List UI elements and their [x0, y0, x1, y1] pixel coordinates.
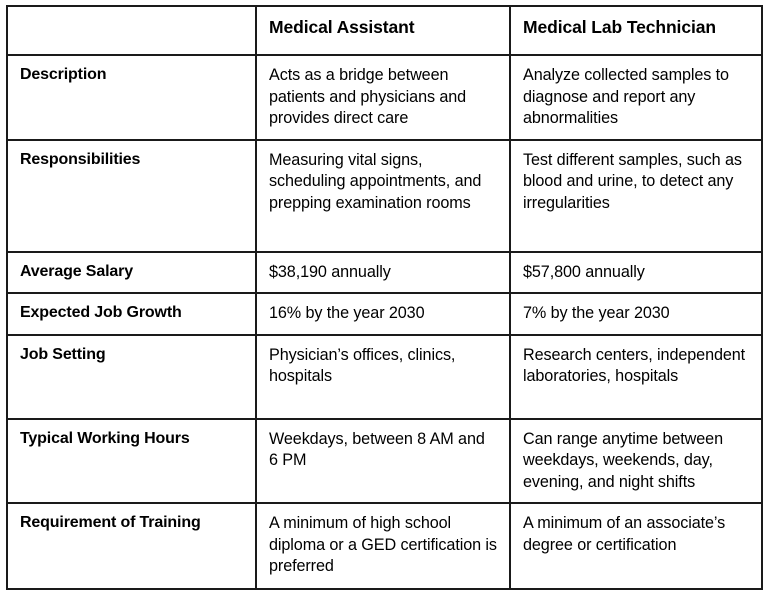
row-label-text: Requirement of Training [20, 514, 201, 532]
column-header-medical-lab-technician-label: Medical Lab Technician [523, 17, 716, 37]
table-row [7, 55, 762, 140]
row-label-typical-working-hours [7, 419, 256, 504]
cell-requirement-of-training-medical-lab-technician [510, 503, 762, 589]
table-row [7, 252, 762, 294]
cell-text: $38,190 annually [269, 262, 391, 281]
cell-description-medical-assistant [256, 55, 510, 140]
row-label-job-setting [7, 335, 256, 419]
cell-text: Research centers, independent laboratories, hospitals [523, 345, 746, 386]
cell-text: Can range anytime between weekdays, weekends, day, evening, and night shifts [523, 429, 723, 491]
cell-expected-job-growth-medical-lab-technician [510, 293, 762, 335]
row-label-responsibilities [7, 140, 256, 252]
cell-text: Test different samples, such as blood and urine, to detect any irregularities [523, 150, 742, 212]
comparison-table-container [6, 5, 761, 576]
cell-text: 16% by the year 2030 [269, 304, 425, 323]
table-row [7, 503, 762, 589]
column-header-medical-lab-technician [510, 6, 762, 55]
cell-text: A minimum of high school diploma or a GED certification is preferred [269, 514, 497, 576]
row-label-expected-job-growth [7, 293, 256, 335]
cell-job-setting-medical-lab-technician [510, 335, 762, 419]
row-label-text: Expected Job Growth [20, 304, 182, 322]
cell-text: Analyze collected samples to diagnose and report any abnormalities [523, 66, 729, 128]
row-label-text: Responsibilities [20, 150, 141, 168]
cell-expected-job-growth-medical-assistant [256, 293, 510, 335]
table-header-row [7, 6, 762, 55]
cell-requirement-of-training-medical-assistant [256, 503, 510, 589]
table-body [7, 55, 762, 589]
cell-text: Acts as a bridge between patients and physicians and provides direct care [269, 66, 467, 128]
cell-typical-working-hours-medical-assistant [256, 419, 510, 504]
cell-text: Weekdays, between 8 AM and 6 PM [269, 429, 485, 470]
table-header [7, 6, 762, 55]
cell-average-salary-medical-assistant [256, 252, 510, 294]
comparison-table [6, 5, 763, 590]
table-row [7, 140, 762, 252]
cell-responsibilities-medical-assistant [256, 140, 510, 252]
row-label-requirement-of-training [7, 503, 256, 589]
cell-responsibilities-medical-lab-technician [510, 140, 762, 252]
cell-average-salary-medical-lab-technician [510, 252, 762, 294]
cell-text: Physician’s offices, clinics, hospitals [269, 345, 456, 386]
cell-job-setting-medical-assistant [256, 335, 510, 419]
cell-text: Measuring vital signs, scheduling appointments, and prepping examination rooms [269, 150, 482, 212]
row-label-average-salary [7, 252, 256, 294]
row-label-text: Job Setting [20, 345, 106, 363]
column-header-medical-assistant [256, 6, 510, 55]
table-row [7, 419, 762, 504]
row-label-text: Description [20, 66, 107, 83]
cell-text: 7% by the year 2030 [523, 304, 670, 323]
cell-typical-working-hours-medical-lab-technician [510, 419, 762, 504]
row-label-text: Typical Working Hours [20, 429, 190, 447]
table-row [7, 335, 762, 419]
column-header-medical-assistant-label: Medical Assistant [269, 17, 415, 37]
table-corner-cell [7, 6, 256, 55]
row-label-text: Average Salary [20, 262, 133, 280]
cell-text: $57,800 annually [523, 262, 645, 281]
row-label-description [7, 55, 256, 140]
cell-description-medical-lab-technician [510, 55, 762, 140]
table-row [7, 293, 762, 335]
cell-text: A minimum of an associate’s degree or certification [523, 514, 726, 554]
